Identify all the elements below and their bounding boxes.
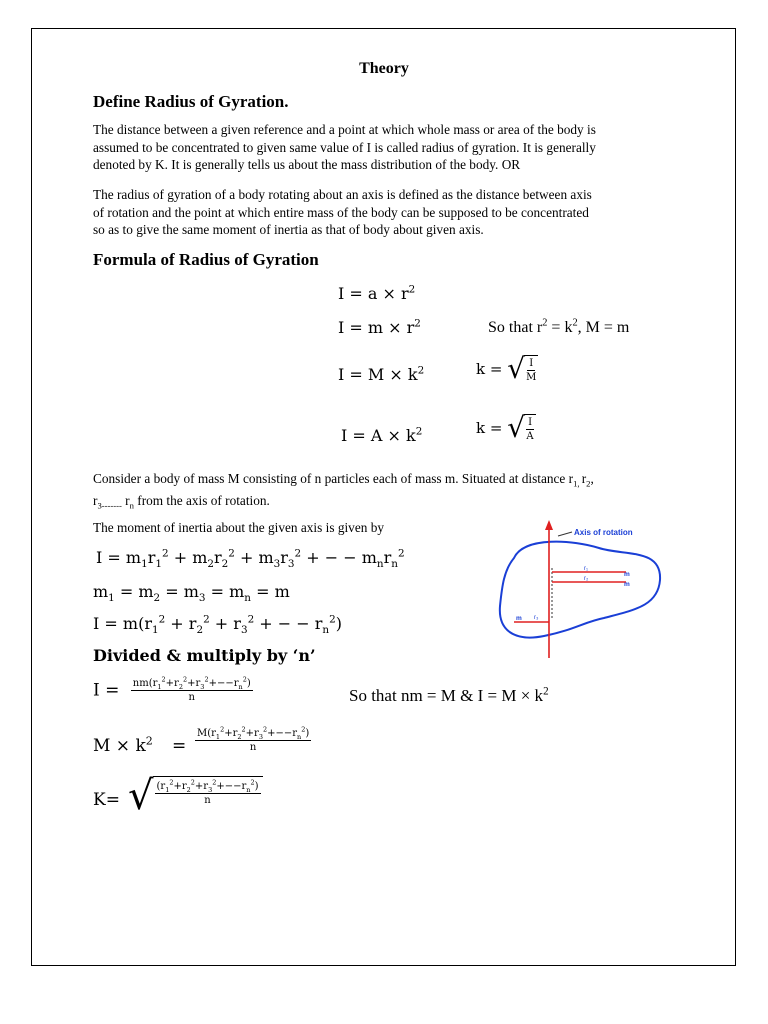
subscript: 2	[586, 478, 591, 489]
equation-text: I = a × r	[338, 284, 409, 303]
superscript: 2	[415, 425, 423, 438]
equation-Mk2-lhs	[93, 736, 153, 756]
label-pointer	[558, 532, 572, 536]
note-text: So that nm = M & I = M × k	[349, 686, 544, 705]
equation-K-sqrt	[128, 773, 263, 819]
numerator: I	[529, 358, 534, 369]
lhs: M × k	[93, 736, 146, 756]
superscript: 2	[145, 734, 153, 748]
denominator: M	[526, 372, 537, 383]
consider-text: from the axis of rotation.	[133, 493, 270, 508]
consider-text: Consider a body of mass M consisting of n particles each of mass m. Situated at distance r	[93, 471, 574, 486]
r2-label: r₂	[584, 576, 589, 582]
mass-equality: $m_1 = m_2 = m_3 = m_n = m$	[93, 582, 290, 605]
superscript: 2	[543, 685, 549, 698]
subscript: n	[129, 500, 134, 511]
k-label: k =	[476, 360, 503, 378]
numerator: I	[528, 417, 533, 428]
consider-line-1: Consider a body of mass M consisting of n particles each of mass m. Situated at distance $r_{1,}$ $r_2$,	[93, 471, 594, 489]
superscript: 2	[414, 317, 421, 330]
definition-paragraph-1	[93, 121, 685, 174]
equation-2	[338, 318, 421, 337]
lhs: I =	[93, 680, 120, 701]
equation-text: I = m × r	[338, 318, 415, 337]
equation-1	[338, 284, 415, 303]
so-that-nm	[349, 686, 549, 706]
equation-3-k	[476, 352, 538, 385]
body-outline	[500, 542, 660, 638]
denominator: n	[204, 795, 211, 806]
axis-arrowhead	[545, 520, 553, 530]
equation-3	[338, 365, 424, 384]
equation-Mk2-fraction: $\frac{M(r_1^2+r_2^2+r_3^2+--r_n^2)}{n}$	[197, 725, 310, 753]
denominator: A	[526, 431, 534, 442]
equation-text: I = A × k	[341, 426, 416, 445]
page-title: Theory	[359, 60, 409, 77]
definition-paragraph-2	[93, 186, 685, 239]
k-label: k =	[476, 419, 503, 437]
numerator-prefix: nm(r	[132, 678, 158, 689]
note-text: So that r	[488, 319, 543, 336]
divided-line: Divided & multiply by ‘n’	[93, 646, 316, 665]
superscript: 2	[542, 317, 548, 329]
denominator: n	[188, 692, 195, 703]
equation-4	[341, 426, 422, 445]
sqrt-symbol: √ $\frac{I}{M}$	[507, 352, 537, 385]
superscript: 2	[408, 283, 416, 296]
equation-K-lhs: K=	[93, 790, 120, 810]
note-text: , M = m	[577, 319, 630, 336]
m2-label: m	[624, 581, 630, 588]
equation-I-fraction: I = $\frac{nm(r_1^2+r_2^2+r_3^2+--r_n^2)}{n}$	[93, 675, 251, 703]
moment-equation-sum: $I = m_1r_1^2 + m_2r_2^2 + m_3r_3^2$ + − − $m_nr_n^2$	[96, 547, 405, 571]
equation-4-k	[476, 411, 536, 444]
consider-line-2: $r_{3-------}$ $r_n$ from the axis of rotation.	[93, 493, 270, 511]
paragraph-line: The distance between a given reference and a point at which whole mass or area of the body is	[93, 122, 596, 137]
subscript: 1,	[573, 478, 582, 489]
equation-Mk2-equals: =	[172, 736, 187, 756]
paragraph-line: assumed to be concentrated to given same value of I is called radius of gyration. It is generally	[93, 139, 596, 155]
axis-of-rotation-diagram	[494, 518, 664, 660]
moment-line: The moment of inertia about the given axis is given by	[93, 520, 384, 535]
sqrt-symbol: √ $\frac{I}{A}$	[507, 414, 536, 442]
paragraph-line: of rotation and the point at which entire mass of the body can be supposed to be concentrated	[93, 204, 589, 220]
m1-label: m	[624, 571, 630, 578]
sqrt-symbol: √ $\frac{(r_1^2+r_2^2+r_3^2+--r_n^2)}{n}$	[128, 776, 263, 816]
equation-text: I = M × k	[338, 365, 418, 384]
r3-label: r₃	[534, 615, 539, 621]
moment-equation-factored: $I = m(r_1^2 + r_2^2 + r_3^2$ + − − $r_n^2$)	[93, 613, 342, 637]
paragraph-line: denoted by K. It is generally tells us about the mass distribution of the body. OR	[93, 157, 521, 172]
subscript: 3-------	[97, 500, 122, 511]
numerator-prefix: M(r	[197, 728, 216, 739]
define-heading: Define Radius of Gyration.	[93, 92, 289, 111]
m3-label: m	[516, 615, 522, 622]
axis-label: Axis of rotation	[574, 528, 633, 537]
paragraph-line: so as to give the same moment of inertia as that of body about given axis.	[93, 222, 484, 237]
superscript: 2	[572, 317, 578, 329]
denominator: n	[249, 742, 257, 753]
equation-2-note	[488, 319, 629, 337]
note-text: = k	[547, 319, 573, 336]
formula-heading: Formula of Radius of Gyration	[93, 250, 319, 269]
numerator-prefix: (r	[156, 781, 166, 792]
paragraph-line: The radius of gyration of a body rotating about an axis is defined as the distance between axis	[93, 187, 592, 202]
superscript: 2	[417, 364, 425, 377]
r1-label: r₁	[584, 566, 589, 572]
